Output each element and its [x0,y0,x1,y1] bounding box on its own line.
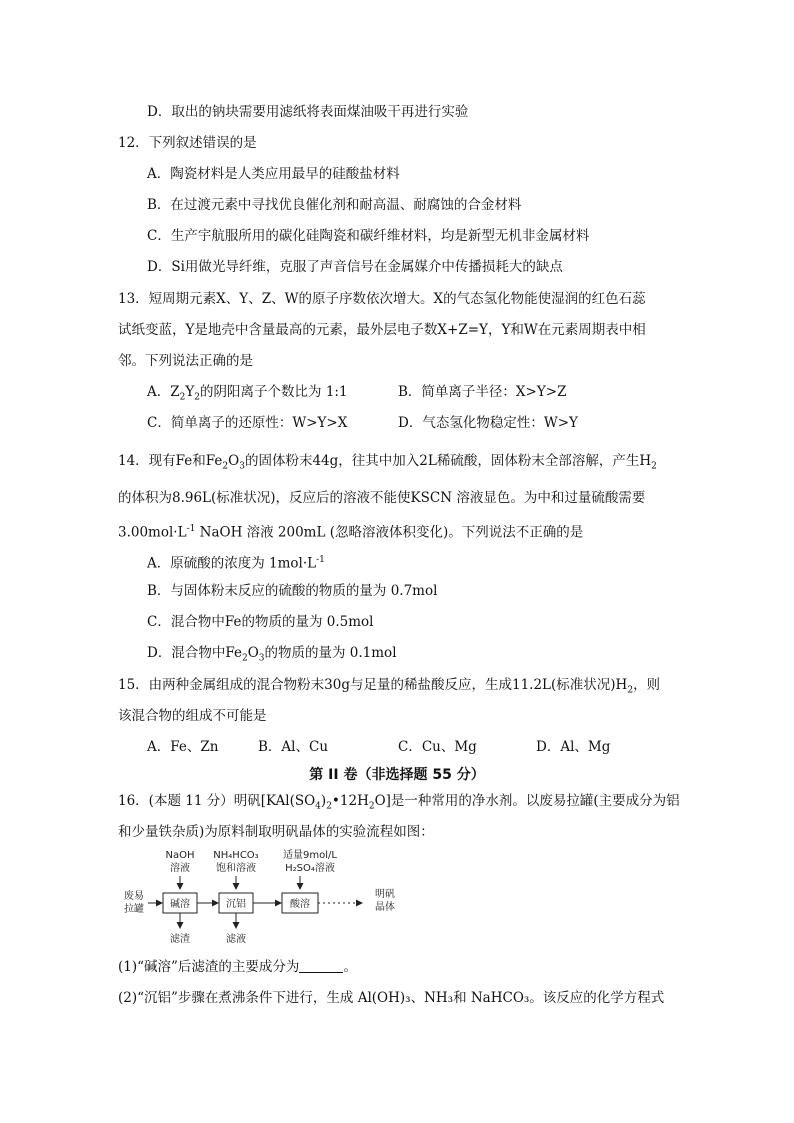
flow-box-3-label: 酸溶 [290,899,310,910]
section-title: 第 II 卷（非选择题 55 分） [309,767,485,783]
flow-end-line2: 晶体 [375,902,395,913]
q15-stem-line2: 该混合物的组成不可能是 [118,708,267,724]
reagent1-label-line2: 溶液 [170,863,190,874]
q15-option-a: A．Fe、Zn [147,739,219,755]
q12-option-c: C．生产宇航服所用的碳化硅陶瓷和碳纤维材料，均是新型无机非金属材料 [147,228,590,244]
flow-box-1-label: 碱溶 [170,899,190,910]
q13-stem-line2: 试纸变蓝，Y是地壳中含量最高的元素，最外层电子数X+Z=Y，Y和W在元素周期表中相 [118,322,646,338]
q11-option-d: D．取出的钠块需要用滤纸将表面煤油吸干再进行实验 [147,104,469,120]
q13-stem-line1: 13．短周期元素X、Y、Z、W的原子序数依次增大。X的气态氢化物能使湿润的红色石蕊 [118,291,646,307]
q15-option-b: B．Al、Cu [258,739,329,755]
q14-stem-line3: $3.00mol\cdot L^{-1}$ NaOH 溶液 200mL (忽略溶液体积变化)。下列说法不正确的是 [118,524,584,541]
reagent2-label-line1: NH₄HCO₃ [213,850,259,861]
q15-option-c: C．Cu、Mg [398,739,477,755]
q15-option-d: D．Al、Mg [536,739,611,755]
flow-diagram [118,846,438,948]
reagent3-label-line2: H₂SO₄溶液 [285,863,335,874]
q13-option-a: A．$Z_2Y_2$的阴阳离子个数比为 1:1 [147,384,348,403]
q14-option-d: D．混合物中$Fe_2O_3$的物质的量为 0.1mol [147,645,397,664]
out2-label: 滤液 [226,934,246,945]
q16-part2: (2)“沉铝”步骤在煮沸条件下进行，生成 Al(OH)₃、NH₃和 NaHCO₃。该反应的化学方程式 [118,990,665,1006]
q12-option-a: A．陶瓷材料是人类应用最早的硅酸盐材料 [147,166,400,182]
q14-option-a: A．原硫酸的浓度为 $1mol\cdot L^{-1}$ [147,555,325,572]
q13-option-c: C．简单离子的还原性：W>Y>X [147,415,348,431]
flow-start-line2: 拉罐 [124,904,144,915]
q13-option-d: D．气态氢化物稳定性：W>Y [398,415,578,431]
reagent3-label-line1: 适量9mol/L [283,850,337,861]
q14-stem-line1: 14．现有Fe和$Fe_2O_3$的固体粉末44g，往其中加入2L稀硫酸，固体粉末全部溶解，产生$H_2$ [118,453,657,472]
reagent1-label-line1: NaOH [165,850,195,861]
flow-start-line1: 废易 [124,891,144,902]
answer-blank[interactable] [299,960,343,973]
out1-label: 滤渣 [170,934,190,945]
q13-stem-line3: 邻。下列说法正确的是 [118,353,253,369]
flow-end-line1: 明矾 [375,889,395,900]
q13-option-b: B．简单离子半径：X>Y>Z [398,384,567,400]
q14-stem-line2: 的体积为8.96L(标准状况)，反应后的溶液不能使KSCN 溶液显色。为中和过量硫酸需要 [118,490,646,506]
reagent2-label-line2: 饱和溶液 [216,863,256,874]
q16-stem-line2: 和少量铁杂质)为原料制取明矾晶体的实验流程如图： [118,824,434,840]
flow-box-2-label: 沉铝 [226,899,246,910]
q12-option-d: D．Si用做光导纤维，克服了声音信号在金属媒介中传播损耗大的缺点 [147,259,563,275]
q16-part1: (1)“碱溶”后滤渣的主要成分为 。 [118,959,357,975]
q16-stem-line1: 16．(本题 11 分）明矾$[KAl(SO_4)_2•12H_2O]$是一种常用的净水剂。以废易拉罐(主要成分为铝 [118,793,680,812]
q15-stem-line1: 15．由两种金属组成的混合物粉末30g与足量的稀盐酸反应，生成11.2L(标准状况)$H_2$，则 [118,677,661,696]
q12-stem: 12．下列叙述错误的是 [118,135,257,151]
q14-option-b: B．与固体粉末反应的硫酸的物质的量为 0.7mol [147,583,438,599]
q12-option-b: B．在过渡元素中寻找优良催化剂和耐高温、耐腐蚀的合金材料 [147,197,522,213]
q14-option-c: C．混合物中Fe的物质的量为 0.5mol [147,614,374,630]
